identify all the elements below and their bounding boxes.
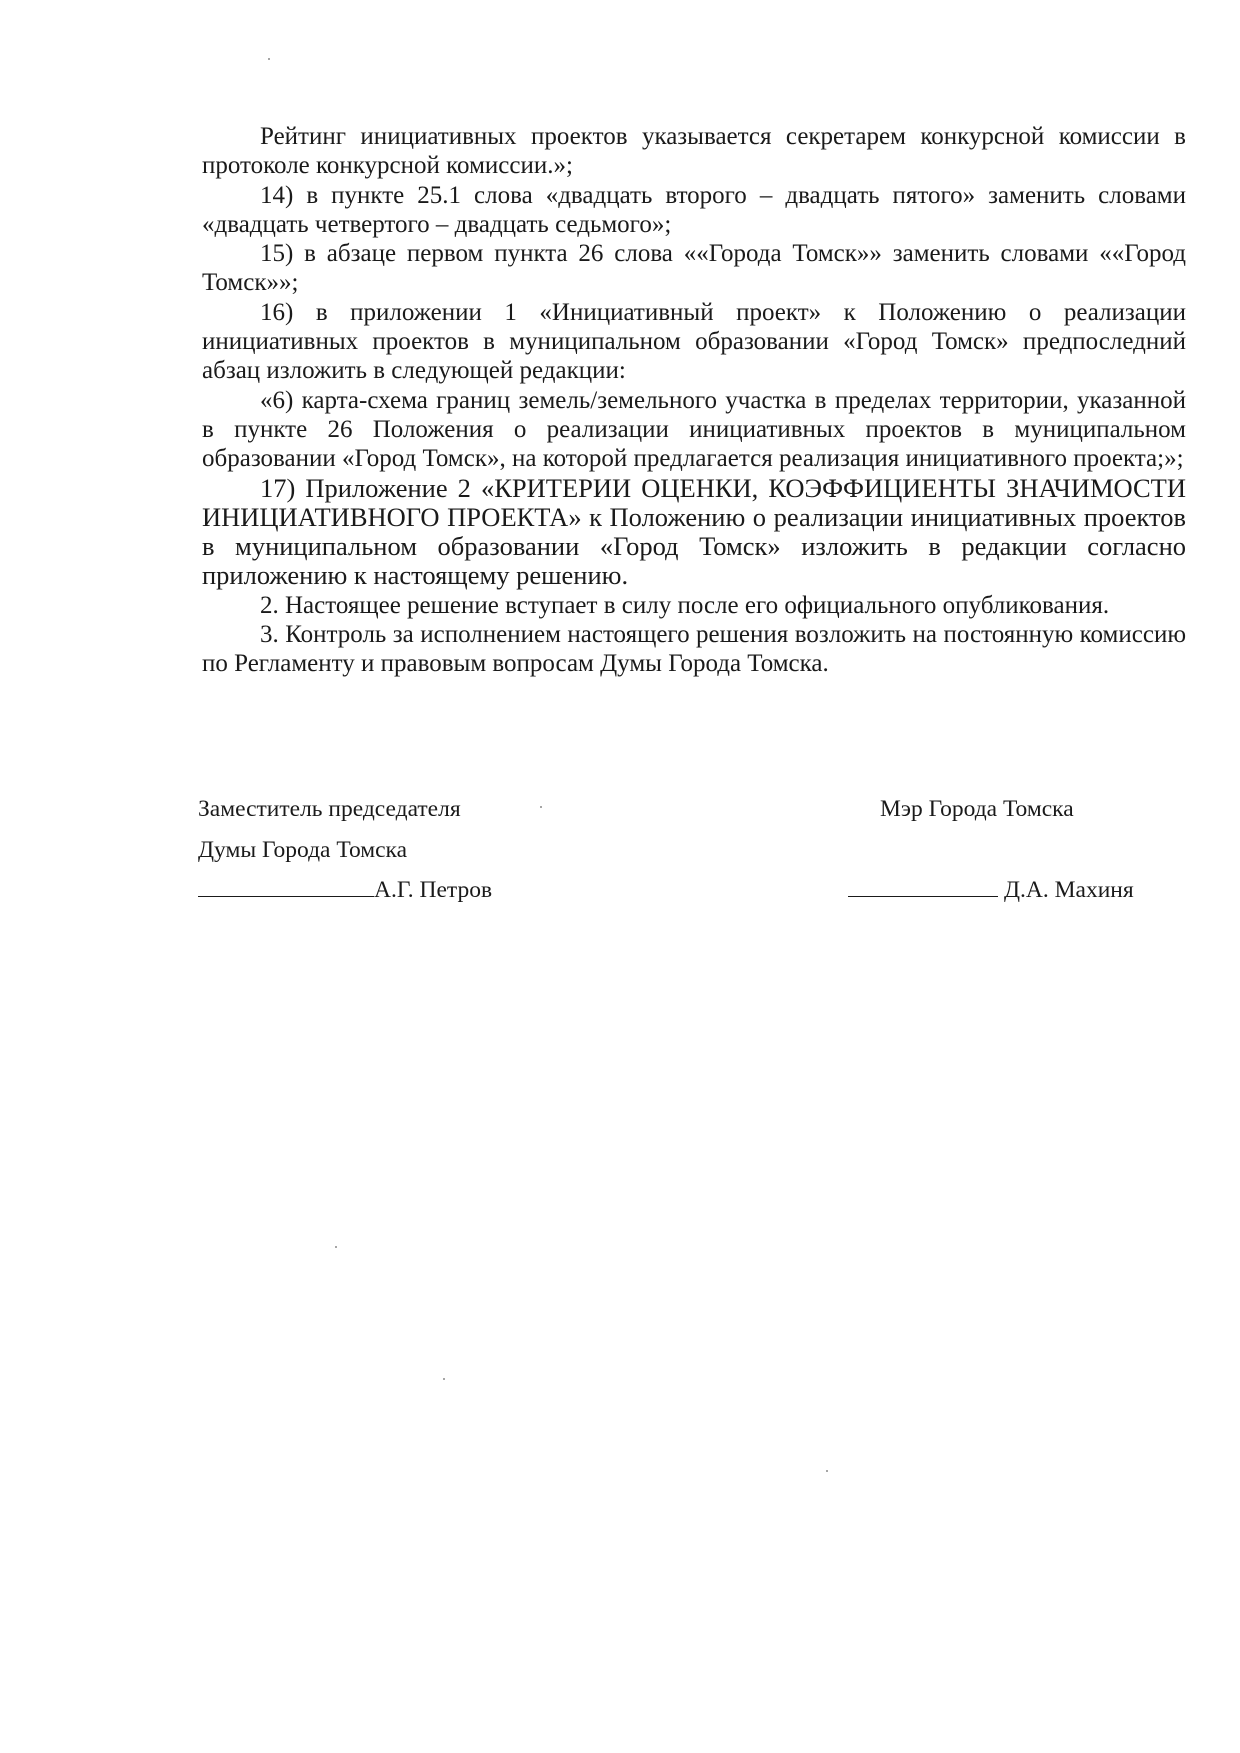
document-body bbox=[202, 122, 1186, 679]
left-signature-blank bbox=[198, 878, 374, 897]
left-signatory-position-line2: Думы Города Томска bbox=[198, 837, 408, 863]
paragraph-item-15: 15) в абзаце первом пункта 26 слова ««Города Томск»» заменить словами ««Город Томск»»; bbox=[202, 240, 1186, 297]
right-signature-blank bbox=[848, 878, 998, 897]
paragraph-item-14: 14) в пункте 25.1 слова «двадцать второго – двадцать пятого» заменить словами «двадцать четвертого – двадцать седьмого»; bbox=[202, 181, 1186, 238]
left-signature-line bbox=[198, 878, 492, 902]
right-signatory-position: Мэр Города Томска bbox=[880, 796, 1074, 822]
paragraph-item-3: 3. Контроль за исполнением настоящего решения возложить на постоянную комиссию по Регламенту и правовым вопросам Думы Города Томска. bbox=[202, 621, 1186, 678]
scan-speck bbox=[335, 1246, 337, 1248]
scan-speck bbox=[268, 58, 270, 60]
scan-speck bbox=[443, 1378, 445, 1380]
paragraph-item-16: 16) в приложении 1 «Инициативный проект» к Положению о реализации инициативных проектов в муниципальном образовании «Город Томск» предпоследний абзац изложить в следующей редакции: bbox=[202, 298, 1186, 385]
left-signatory-name: А.Г. Петров bbox=[374, 877, 493, 903]
paragraph-item-17: 17) Приложение 2 «КРИТЕРИИ ОЦЕНКИ, КОЭФФИЦИЕНТЫ ЗНАЧИМОСТИ ИНИЦИАТИВНОГО ПРОЕКТА» к Положению о реализации инициативных проектов в муниципальном образовании «Город Томск» изложить в редакции согласно приложению к настоящему решению. bbox=[202, 472, 1186, 591]
paragraph-item-6-quote: «6) карта-схема границ земель/земельного участка в пределах территории, указанной в пункте 26 Положения о реализации инициативных проектов в муниципальном образовании «Город Томск», на которой предлагается реализация инициативного проекта;»; bbox=[202, 386, 1186, 473]
right-signatory-name: Д.А. Махиня bbox=[1004, 877, 1134, 903]
scan-speck bbox=[826, 1470, 828, 1472]
paragraph-item-2: 2. Настоящее решение вступает в силу после его официального опубликования. bbox=[260, 591, 1110, 619]
paragraph-rating: Рейтинг инициативных проектов указывается секретарем конкурсной комиссии в протоколе конкурсной комиссии.»; bbox=[202, 123, 1186, 180]
left-signatory-position-line1: Заместитель председателя bbox=[198, 796, 461, 822]
scan-speck bbox=[540, 806, 542, 808]
right-signature-line bbox=[848, 878, 1134, 902]
